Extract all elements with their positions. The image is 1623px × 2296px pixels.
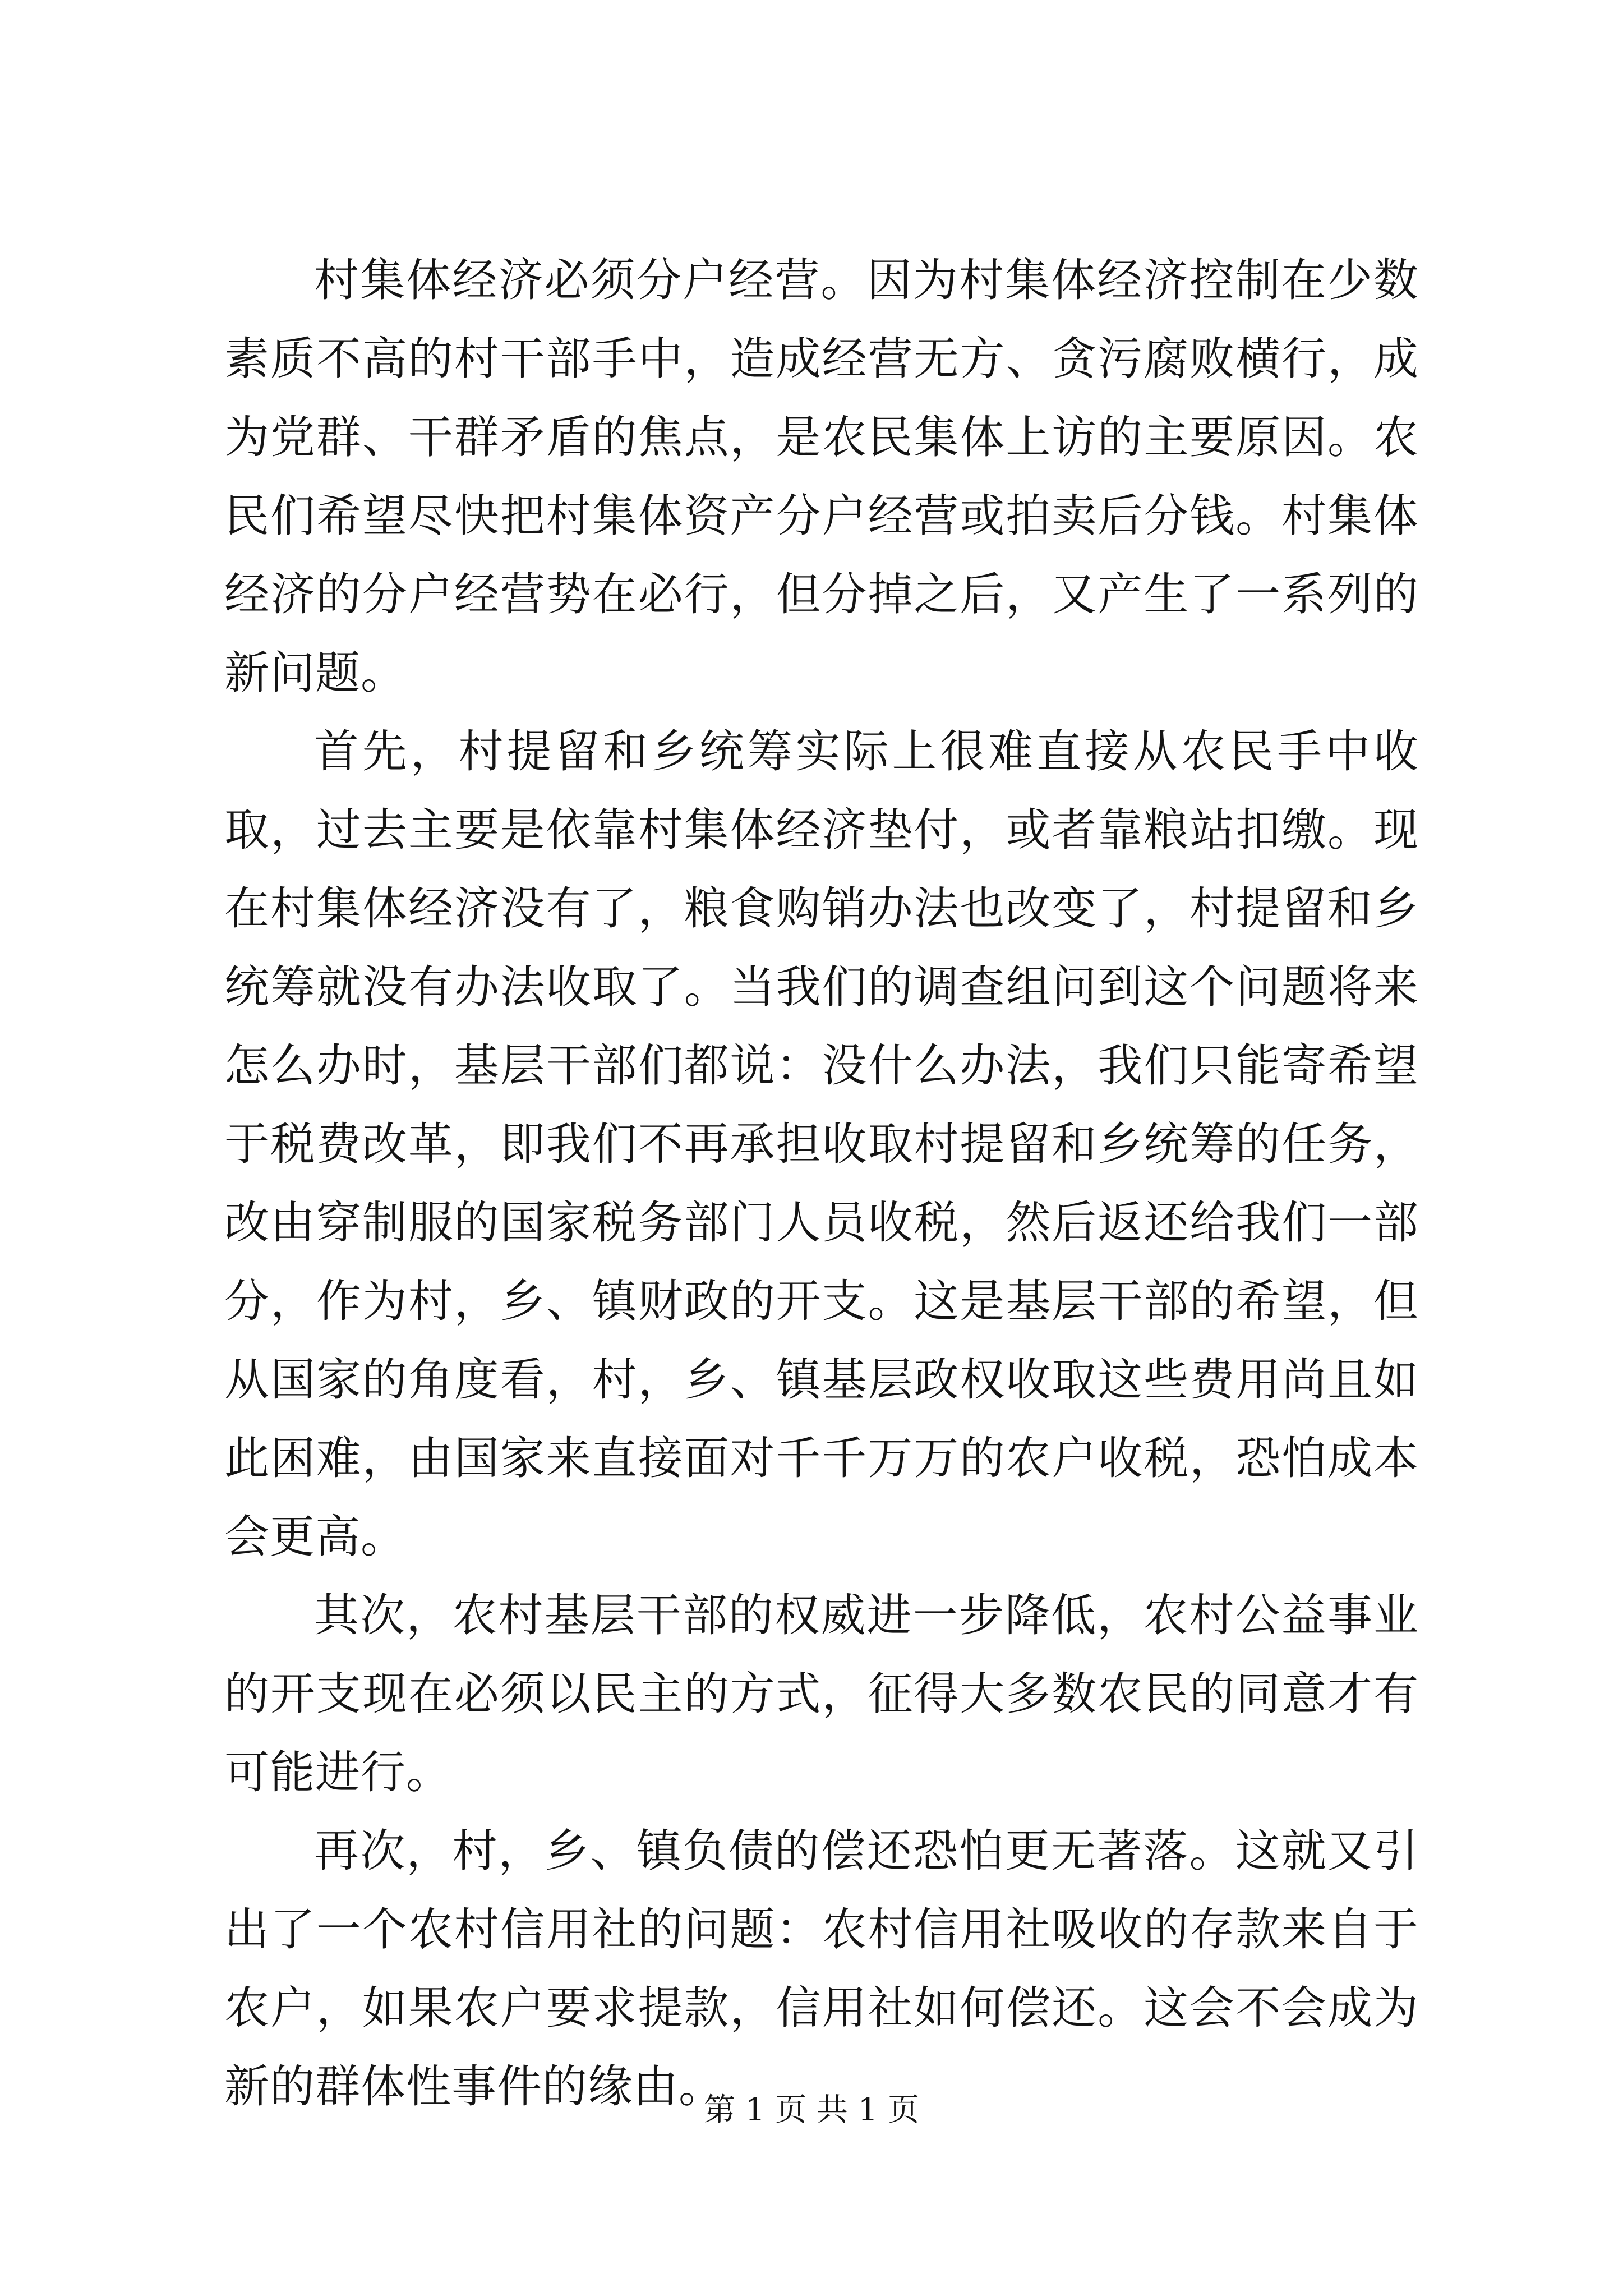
- page-number-footer: 第 1 页 共 1 页: [703, 2092, 920, 2128]
- document-body: [224, 241, 1419, 2126]
- paragraph-1: 村集体经济必须分户经营。因为村集体经济控制在少数素质不高的村干部手中，造成经营无方、贪污腐败横行，成为党群、干群矛盾的焦点，是农民集体上访的主要原因。农民们希望尽快把村集体资产分户经营或拍卖后分钱。村集体经济的分户经营势在必行，但分掉之后，又产生了一系列的新问题。: [224, 254, 1419, 699]
- paragraph-3: 其次，农村基层干部的权威进一步降低，农村公益事业的开支现在必须以民主的方式，征得大多数农民的同意才有可能进行。: [224, 1589, 1419, 1798]
- paragraph-2: 首先，村提留和乡统筹实际上很难直接从农民手中收取，过去主要是依靠村集体经济垫付，或者靠粮站扣缴。现在村集体经济没有了，粮食购销办法也改变了，村提留和乡统筹就没有办法收取了。当我们的调查组问到这个问题将来怎么办时，基层干部们都说：没什么办法，我们只能寄希望于税费改革，即我们不再承担收取村提留和乡统筹的任务，改由穿制服的国家税务部门人员收税，然后返还给我们一部分，作为村，乡、镇财政的开支。这是基层干部的希望，但从国家的角度看，村，乡、镇基层政权收取这些费用尚且如此困难，由国家来直接面对千千万万的农户收税，恐怕成本会更高。: [224, 725, 1419, 1563]
- paragraph-4: 再次，村，乡、镇负债的偿还恐怕更无著落。这就又引出了一个农村信用社的问题：农村信用社吸收的存款来自于农户，如果农户要求提款，信用社如何偿还。这会不会成为新的群体性事件的缘由。: [224, 1825, 1419, 2113]
